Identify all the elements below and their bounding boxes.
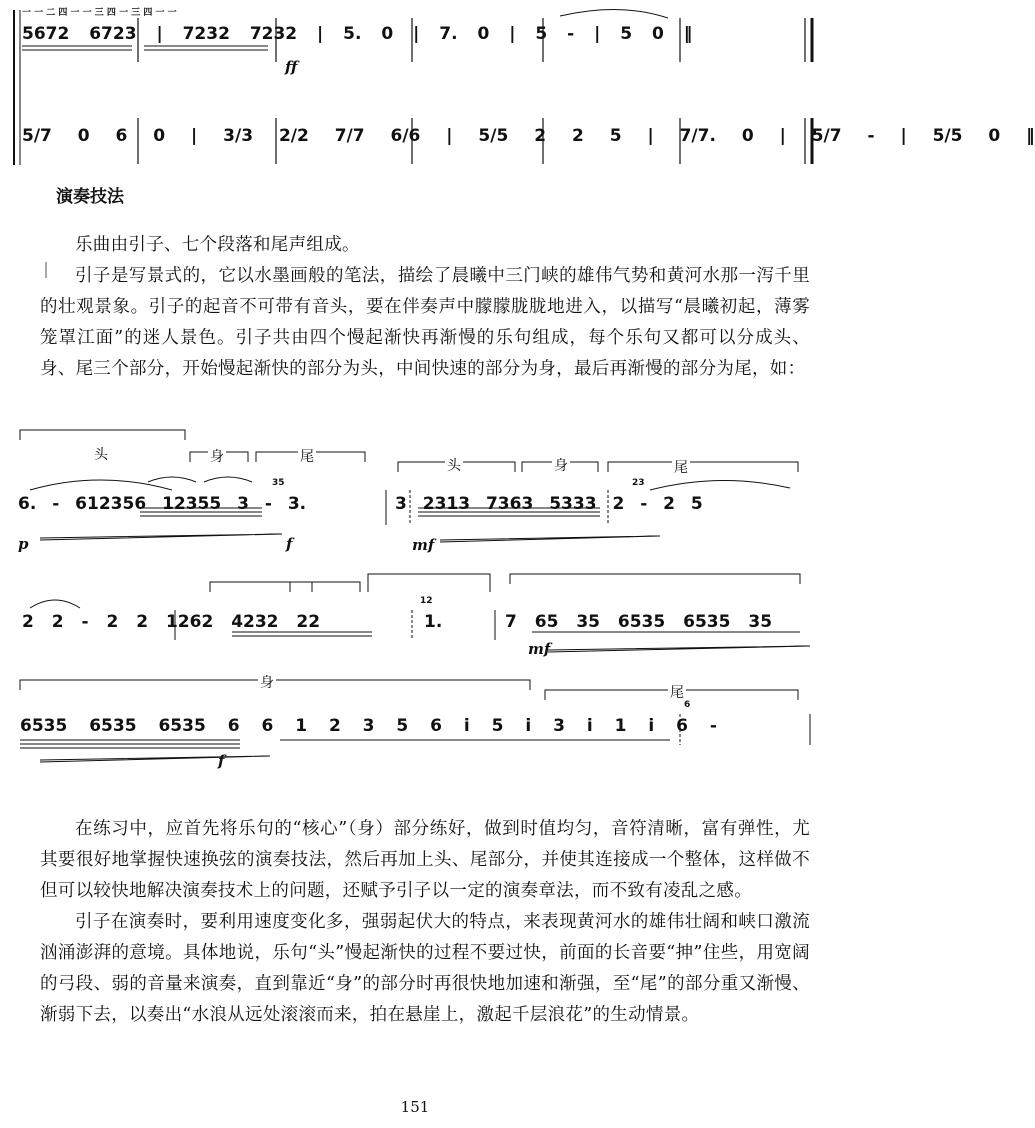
section-heading: 演奏技法 bbox=[56, 187, 124, 207]
grace-notes: 35 bbox=[272, 478, 285, 488]
label-tail: 尾 bbox=[672, 457, 690, 477]
grace-notes: 12 bbox=[420, 596, 433, 606]
paragraph: 在练习中，应首先将乐句的“核心”（身）部分练好，做到时值均匀，音符清晰，富有弹性，尤其要很好地掌握快速换弦的演奏技法，然后再加上头、尾部分，并使其连接成一个整体，这样做不但可以较快地解决演奏技术上的问题，还赋予引子以一定的演奏章法，而不致有凌乱之感。 bbox=[40, 819, 810, 901]
paragraph: 引子是写景式的，它以水墨画般的笔法，描绘了晨曦中三门峡的雄伟气势和黄河水那一泻千里的壮观景象。引子的起音不可带有音头，要在伴奏声中朦朦胧胧地进入，以描写“晨曦初起，薄雾笼罩江面”的迷人景色。引子共由四个慢起渐快再渐慢的乐句组成，每个乐句又都可以分成头、身、尾三个部分，开始慢起渐快的部分为头，中间快速的部分为身，最后再渐慢的部分为尾，如： bbox=[40, 266, 810, 379]
dynamic-p: p bbox=[18, 535, 29, 553]
page-number: 151 bbox=[400, 1098, 430, 1116]
grace-notes: 23 bbox=[632, 478, 645, 488]
dynamic-f: f bbox=[218, 752, 225, 770]
dynamic-mf: mf bbox=[412, 536, 435, 554]
paragraph: 引子在演奏时，要利用速度变化多，强弱起伏大的特点，来表现黄河水的雄伟壮阔和峡口激流汹涌澎湃的意境。具体地说，乐句“头”慢起渐快的过程不要过快，前面的长音要“抻”住些，用宽阔的弓段、弱的音量来演奏，直到靠近“身”的部分时再很快地加速和渐强，至“尾”的部分重又渐慢、渐弱下去，以奏出“水浪从远处滚滚而来，拍在悬崖上，激起千层浪花”的生动情景。 bbox=[40, 912, 810, 1025]
example-row2-right: 7 65 35 6535 6535 35 bbox=[505, 612, 773, 632]
label-body: 身 bbox=[258, 672, 276, 692]
label-body: 身 bbox=[552, 455, 570, 475]
paragraphs-top bbox=[40, 230, 810, 385]
dynamic-f: f bbox=[286, 535, 293, 553]
staff2-notes: 5/7 0 6 0 | 3/3 2/2 7/7 6/6 | 5/5 2 2 5 | 7/7. 0 | 5/7 - | 5/5 0 ‖ bbox=[22, 126, 1035, 146]
dynamic-ff: ff bbox=[285, 58, 298, 76]
example-row2-left: 2 2 - 2 2 1262 4232 22 bbox=[22, 612, 321, 632]
example-row3: 6535 6535 6535 6 6 1 2 3 5 6 i 5 i 3 i 1 i 6 - bbox=[20, 716, 717, 736]
grace-notes: 6 bbox=[684, 700, 691, 710]
example-row1-right: 3 2313 7363 5333 2 - 2 5 bbox=[395, 494, 703, 514]
staff1-fingerings: 一 一 二 四 一 一 三 四 一 三 四 一 一 bbox=[22, 8, 177, 18]
label-tail: 尾 bbox=[668, 682, 686, 702]
paragraph: 乐曲由引子、七个段落和尾声组成。 bbox=[75, 235, 360, 255]
dynamic-mf: mf bbox=[528, 640, 551, 658]
example-row1-left: 6. - 612356 12355 3 - 3. bbox=[18, 494, 307, 514]
paragraphs-bottom bbox=[40, 814, 810, 1031]
label-head: 头 bbox=[445, 455, 463, 475]
label-tail: 尾 bbox=[298, 446, 316, 466]
label-body: 身 bbox=[208, 446, 226, 466]
label-head: 头 bbox=[92, 444, 110, 464]
staff1-notes: 5672 6723 | 7232 7232 | 5. 0 | 7. 0 | 5 - | 5 0 ‖ bbox=[22, 24, 693, 44]
example-row2-mid: 1. bbox=[424, 612, 443, 632]
